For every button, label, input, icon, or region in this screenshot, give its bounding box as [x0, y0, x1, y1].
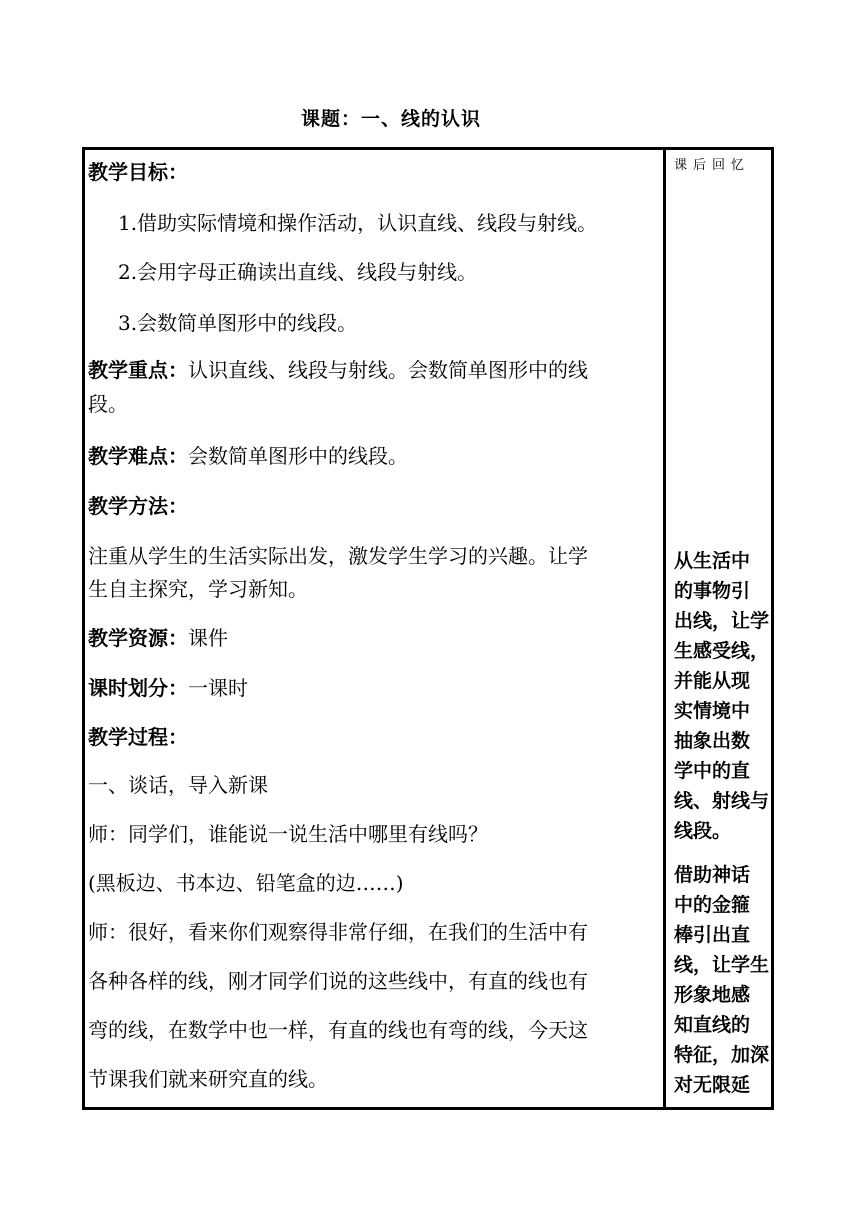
note2-line: 特征，加深 [674, 1044, 770, 1066]
process-label: 教学过程： [88, 725, 188, 749]
section-1-heading: 一、谈话，导入新课 [88, 773, 268, 797]
note1-line: 生感受线， [674, 640, 770, 662]
note2-line: 线，让学生 [674, 954, 770, 976]
period-text: 一课时 [188, 676, 248, 700]
resource-text: 课件 [188, 626, 228, 650]
note1-line: 并能从现 [674, 670, 751, 692]
note2-line: 棒引出直 [674, 924, 751, 946]
goal-3: 3.会数简单图形中的线段。 [118, 311, 358, 335]
note1-line: 线段。 [674, 820, 732, 842]
note1-line: 线、射线与 [674, 790, 770, 812]
goals-label: 教学目标： [88, 160, 188, 184]
key-points [88, 354, 588, 383]
lesson-title: 课题：一、线的认识 [300, 108, 481, 130]
side-note-1 [674, 546, 769, 846]
period [88, 672, 248, 701]
key-label: 教学重点： [88, 358, 188, 382]
paragraph-3-line-4: 节课我们就来研究直的线。 [88, 1067, 328, 1091]
side-note-2 [674, 860, 769, 1100]
difficulty-label: 教学难点： [88, 444, 188, 468]
note2-line: 形象地感 [674, 984, 751, 1006]
resources [88, 622, 228, 651]
note2-line: 对无限延 [674, 1074, 751, 1096]
note2-line: 知直线的 [674, 1014, 751, 1036]
side-header: 课后回忆 [674, 158, 751, 173]
note1-line: 从生活中 [674, 550, 751, 572]
note1-line: 抽象出数 [674, 730, 751, 752]
paragraph-2: (黑板边、书本边、铅笔盒的边……) [88, 871, 404, 895]
difficulty [88, 440, 408, 469]
note1-line: 学中的直 [674, 760, 751, 782]
paragraph-3-line-3: 弯的线，在数学中也一样，有直的线也有弯的线，今天这 [88, 1018, 588, 1042]
method-text-1: 注重从学生的生活实际出发，激发学生学习的兴趣。让学 [88, 544, 588, 568]
note1-line: 出线，让学 [674, 610, 770, 632]
goal-1: 1.借助实际情境和操作活动，认识直线、线段与射线。 [118, 211, 598, 235]
key-text: 认识直线、线段与射线。会数简单图形中的线 [188, 358, 588, 382]
note2-line: 中的金箍 [674, 894, 751, 916]
note1-line: 的事物引 [674, 580, 751, 602]
paragraph-1: 师：同学们，谁能说一说生活中哪里有线吗？ [88, 822, 488, 846]
note2-line: 借助神话 [674, 864, 751, 886]
paragraph-3-line-2: 各种各样的线，刚才同学们说的这些线中，有直的线也有 [88, 969, 588, 993]
method-label: 教学方法： [88, 494, 188, 518]
difficulty-text: 会数简单图形中的线段。 [188, 444, 408, 468]
paragraph-3-line-1: 师：很好，看来你们观察得非常仔细，在我们的生活中有 [88, 920, 588, 944]
goal-2: 2.会用字母正确读出直线、线段与射线。 [118, 260, 478, 284]
key-text-cont: 段。 [88, 392, 128, 416]
resource-label: 教学资源： [88, 626, 188, 650]
note1-line: 实情境中 [674, 700, 751, 722]
column-divider [663, 147, 666, 1110]
method-text-2: 生自主探究，学习新知。 [88, 577, 308, 601]
period-label: 课时划分： [88, 676, 188, 700]
